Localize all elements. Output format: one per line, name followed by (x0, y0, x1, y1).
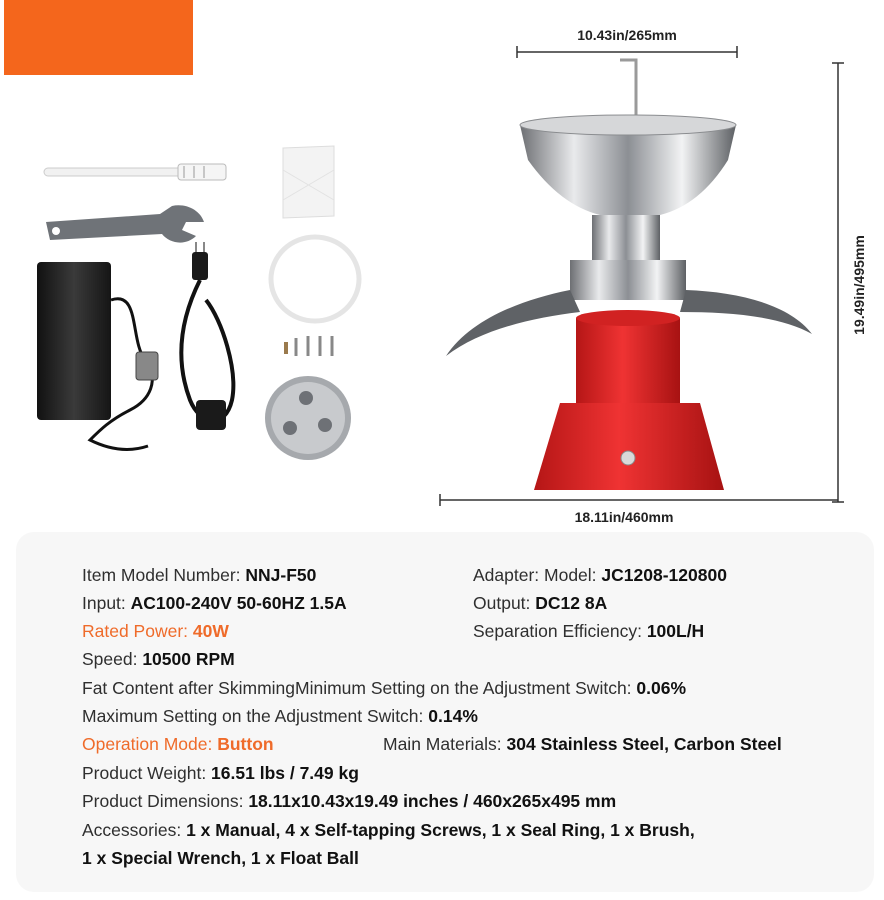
dimension-width-label: 10.43in/265mm (577, 27, 677, 43)
seal-ring-icon (271, 237, 359, 321)
spec-fat-max: Maximum Setting on the Adjustment Switch: 0.14% (82, 706, 478, 726)
spec-input: Input: AC100-240V 50-60HZ 1.5A (82, 593, 347, 613)
spec-operation-mode: Operation Mode: Button (82, 734, 274, 754)
spec-fat-min: Fat Content after SkimmingMinimum Setting on the Adjustment Switch: 0.06% (82, 678, 687, 698)
spec-separation-efficiency: Separation Efficiency: 100L/H (473, 621, 705, 641)
spec-accessories: Accessories: 1 x Manual, 4 x Self-tapping Screws, 1 x Seal Ring, 1 x Brush, (82, 820, 695, 840)
screws-icon (284, 336, 332, 356)
dimension-height (832, 63, 867, 502)
float-ball-icon (265, 376, 351, 460)
manual-icon (283, 146, 334, 218)
spec-weight: Product Weight: 16.51 lbs / 7.49 kg (82, 763, 359, 783)
spec-model: Item Model Number: NNJ-F50 (82, 565, 317, 585)
dimension-base-label: 18.11in/460mm (574, 509, 674, 525)
spec-adapter: Adapter: Model: JC1208-120800 (473, 565, 727, 585)
spec-materials: Main Materials: 304 Stainless Steel, Carbon Steel (383, 734, 782, 754)
spec-output: Output: DC12 8A (473, 593, 608, 613)
dimension-base (440, 494, 838, 525)
dimension-width (517, 27, 737, 58)
brush-icon (44, 164, 226, 180)
spec-speed: Speed: 10500 RPM (82, 649, 235, 669)
dimension-height-label: 19.49in/495mm (851, 235, 867, 335)
power-adapter-icon (37, 262, 158, 449)
wrench-icon (46, 205, 204, 242)
spec-accessories-continued: 1 x Special Wrench, 1 x Float Ball (82, 848, 359, 868)
spec-rated-power: Rated Power: 40W (82, 621, 229, 641)
spec-product-dimensions: Product Dimensions: 18.11x10.43x19.49 inches / 460x265x495 mm (82, 791, 617, 811)
cream-separator-icon (446, 60, 812, 490)
power-cord-icon (181, 242, 233, 430)
